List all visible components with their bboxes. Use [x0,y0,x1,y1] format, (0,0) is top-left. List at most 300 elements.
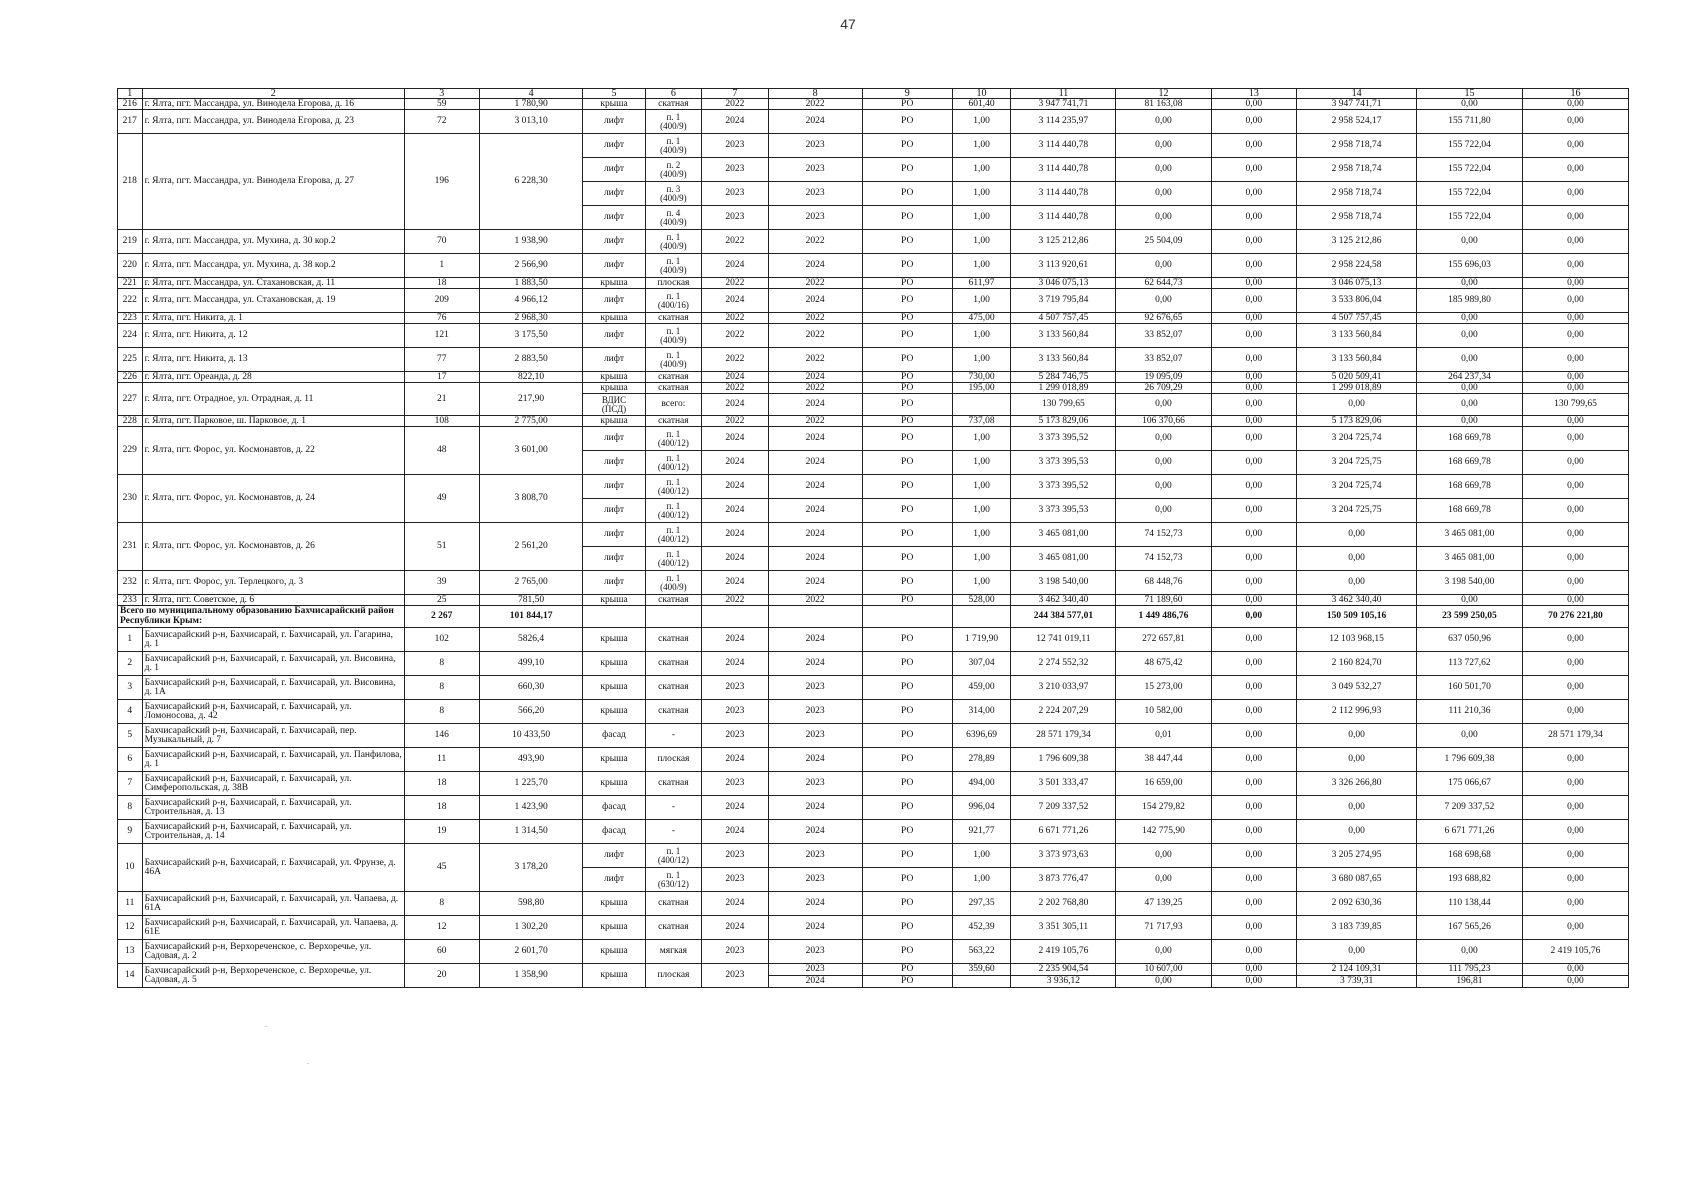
element-subtype: п. 1 (400/12) [645,844,702,868]
volume-value: 730,00 [952,372,1011,383]
total-cost: 6 671 771,26 [1011,820,1116,844]
federal-funds: 0,00 [1211,416,1297,427]
row-number: 223 [118,313,143,324]
year-actual: 2022 [768,278,862,289]
regional-funds: 1 796 609,38 [1417,748,1523,772]
unit-cost: 0,00 [1116,427,1211,451]
funding-source: РО [862,820,952,844]
municipality-total-row [118,606,1629,628]
funding-source: РО [862,892,952,916]
regional-funds: 185 989,80 [1417,289,1523,313]
element-type: лифт [583,547,645,571]
element-type: крыша [583,676,645,700]
funding-source: РО [862,772,952,796]
year-planned: 2024 [702,110,768,134]
element-type: лифт [583,571,645,595]
funding-source: РО [862,383,952,394]
volume-value: 195,00 [952,383,1011,394]
fund-funds: 0,00 [1297,523,1417,547]
other-funds: 0,00 [1522,916,1628,940]
unit-cost: 81 163,08 [1116,99,1211,110]
address: Бахчисарайский р-н, Бахчисарай, г. Бахчисарай, ул. Висовина, д. 1А [142,676,404,700]
year-planned: 2022 [702,324,768,348]
margin-mark: . [265,1020,268,1029]
fund-funds: 0,00 [1297,796,1417,820]
funding-source: РО [862,254,952,278]
total-cost: 3 947 741,71 [1011,99,1116,110]
volume-value: 563,22 [952,940,1011,964]
other-funds: 0,00 [1522,844,1628,868]
year-planned: 2023 [702,700,768,724]
total-cost: 3 198 540,00 [1011,571,1116,595]
apartments-count: 70 [404,230,479,254]
column-number: 3 [404,89,479,99]
federal-funds: 0,00 [1211,372,1297,383]
element-subtype: п. 1 (400/9) [645,254,702,278]
regional-funds: 111 795,23 [1417,964,1523,976]
year-actual: 2024 [768,499,862,523]
unit-cost: 154 279,82 [1116,796,1211,820]
apartments-count: 51 [404,523,479,571]
empty-cell [768,606,862,628]
element-type: крыша [583,652,645,676]
building-area: 2 775,00 [479,416,583,427]
address: г. Ялта, пгт. Массандра, ул. Мухина, д. 38 кор.2 [142,254,404,278]
other-funds: 0,00 [1522,964,1628,976]
table-row [118,892,1629,916]
fund-funds: 3 680 087,65 [1297,868,1417,892]
year-planned: 2024 [702,652,768,676]
year-planned: 2023 [702,844,768,868]
column-number: 6 [645,89,702,99]
year-planned: 2024 [702,394,768,416]
fund-funds: 4 507 757,45 [1297,313,1417,324]
table-row [118,134,1629,158]
empty-cell [583,606,645,628]
other-funds: 0,00 [1522,313,1628,324]
address: г. Ялта, пгт. Парковое, ш. Парковое, д. 1 [142,416,404,427]
row-number: 12 [118,916,143,940]
apartments-count: 76 [404,313,479,324]
element-type: лифт [583,324,645,348]
element-subtype: п. 1 (400/9) [645,230,702,254]
element-subtype: плоская [645,964,702,988]
total-label: Всего по муниципальному образованию Бахчисарайский район Республики Крым: [118,606,405,628]
element-type: крыша [583,892,645,916]
building-area: 660,30 [479,676,583,700]
unit-cost: 25 504,09 [1116,230,1211,254]
other-funds: 0,00 [1522,820,1628,844]
federal-funds: 0,00 [1211,523,1297,547]
other-funds: 0,00 [1522,278,1628,289]
year-planned: 2023 [702,206,768,230]
volume-value: 1,00 [952,230,1011,254]
apartments-count: 18 [404,796,479,820]
federal-funds: 0,00 [1211,547,1297,571]
address: г. Ялта, пгт. Массандра, ул. Стахановская, д. 19 [142,289,404,313]
total-cost: 3 114 440,78 [1011,158,1116,182]
other-funds: 0,00 [1522,748,1628,772]
building-area: 2 561,20 [479,523,583,571]
federal-funds: 0,00 [1211,324,1297,348]
element-type: лифт [583,844,645,868]
funding-source: РО [862,676,952,700]
element-subtype: п. 1 (400/9) [645,324,702,348]
funding-source: РО [862,499,952,523]
unit-cost: 47 139,25 [1116,892,1211,916]
volume-value [952,394,1011,416]
building-area: 5826,4 [479,628,583,652]
fund-funds: 5 173 829,06 [1297,416,1417,427]
year-actual: 2023 [768,772,862,796]
element-type: лифт [583,254,645,278]
year-actual: 2022 [768,313,862,324]
total-cost: 2 419 105,76 [1011,940,1116,964]
federal-funds: 0,00 [1211,976,1297,988]
address: Бахчисарайский р-н, Бахчисарай, г. Бахчисарай, ул. Чапаева, д. 61А [142,892,404,916]
volume-value: 1,00 [952,158,1011,182]
element-subtype: плоская [645,278,702,289]
table-body [118,89,1629,988]
total-unit-cost: 1 449 486,76 [1116,606,1211,628]
funding-source: РО [862,796,952,820]
column-number: 12 [1116,89,1211,99]
federal-funds: 0,00 [1211,158,1297,182]
volume-value: 1,00 [952,348,1011,372]
apartments-count: 21 [404,383,479,416]
year-actual: 2024 [768,254,862,278]
unit-cost: 74 152,73 [1116,523,1211,547]
volume-value: 1,00 [952,427,1011,451]
apartments-count: 19 [404,820,479,844]
federal-funds: 0,00 [1211,868,1297,892]
column-number: 1 [118,89,143,99]
fund-funds: 3 739,31 [1297,976,1417,988]
element-subtype: п. 1 (400/9) [645,134,702,158]
federal-funds: 0,00 [1211,254,1297,278]
unit-cost: 0,00 [1116,940,1211,964]
year-actual: 2024 [768,748,862,772]
row-number: 226 [118,372,143,383]
column-number: 4 [479,89,583,99]
row-number: 216 [118,99,143,110]
funding-source: РО [862,916,952,940]
total-area: 101 844,17 [479,606,583,628]
element-type: крыша [583,372,645,383]
federal-funds: 0,00 [1211,916,1297,940]
year-actual: 2024 [768,475,862,499]
total-cost: 5 284 746,75 [1011,372,1116,383]
table-row [118,313,1629,324]
address: Бахчисарайский р-н, Бахчисарай, г. Бахчисарай, ул. Фрунзе, д. 46А [142,844,404,892]
element-subtype: - [645,796,702,820]
apartments-count: 196 [404,134,479,230]
federal-funds: 0,00 [1211,844,1297,868]
fund-funds: 3 462 340,40 [1297,595,1417,606]
year-planned: 2023 [702,868,768,892]
row-number: 230 [118,475,143,523]
column-number: 11 [1011,89,1116,99]
total-cost: 3 501 333,47 [1011,772,1116,796]
year-planned: 2022 [702,595,768,606]
row-number: 5 [118,724,143,748]
other-funds: 0,00 [1522,416,1628,427]
fund-funds: 2 112 996,93 [1297,700,1417,724]
building-area: 1 938,90 [479,230,583,254]
year-planned: 2024 [702,451,768,475]
fund-funds: 3 046 075,13 [1297,278,1417,289]
building-area: 1 423,90 [479,796,583,820]
total-cost: 2 202 768,80 [1011,892,1116,916]
year-planned: 2024 [702,916,768,940]
total-cost: 3 373 395,52 [1011,475,1116,499]
volume-value [952,976,1011,988]
table-row [118,772,1629,796]
element-type: лифт [583,289,645,313]
total-cost: 4 507 757,45 [1011,313,1116,324]
regional-funds: 0,00 [1417,99,1523,110]
table-row [118,916,1629,940]
empty-cell [702,606,768,628]
other-funds: 2 419 105,76 [1522,940,1628,964]
funding-source: РО [862,313,952,324]
element-type: лифт [583,182,645,206]
funding-source: РО [862,324,952,348]
row-number: 232 [118,571,143,595]
element-type: лифт [583,206,645,230]
regional-funds: 168 669,78 [1417,499,1523,523]
unit-cost: 33 852,07 [1116,348,1211,372]
element-type: крыша [583,383,645,394]
building-area: 2 765,00 [479,571,583,595]
element-subtype: скатная [645,916,702,940]
element-subtype: скатная [645,892,702,916]
building-area: 3 601,00 [479,427,583,475]
volume-value: 1 719,90 [952,628,1011,652]
federal-funds: 0,00 [1211,820,1297,844]
volume-value: 494,00 [952,772,1011,796]
element-subtype: скатная [645,628,702,652]
address: г. Ялта, пгт. Никита, д. 1 [142,313,404,324]
year-planned: 2024 [702,289,768,313]
total-cost: 3 373 395,53 [1011,499,1116,523]
federal-funds: 0,00 [1211,940,1297,964]
column-number: 10 [952,89,1011,99]
year-actual: 2024 [768,427,862,451]
federal-funds: 0,00 [1211,748,1297,772]
unit-cost: 106 370,66 [1116,416,1211,427]
column-number-row [118,89,1629,99]
funding-source: РО [862,206,952,230]
apartments-count: 25 [404,595,479,606]
regional-funds: 155 722,04 [1417,206,1523,230]
building-area: 598,80 [479,892,583,916]
federal-funds: 0,00 [1211,676,1297,700]
unit-cost: 0,00 [1116,475,1211,499]
row-number: 11 [118,892,143,916]
funding-source: РО [862,289,952,313]
other-funds: 0,00 [1522,676,1628,700]
unit-cost: 71 189,60 [1116,595,1211,606]
building-area: 3 175,50 [479,324,583,348]
empty-cell [952,606,1011,628]
element-subtype: скатная [645,595,702,606]
address: г. Ялта, пгт. Массандра, ул. Винодела Егорова, д. 16 [142,99,404,110]
element-subtype: п. 1 (400/9) [645,571,702,595]
building-area: 566,20 [479,700,583,724]
table-row [118,427,1629,451]
address: Бахчисарайский р-н, Бахчисарай, г. Бахчисарай, ул. Чапаева, д. 61Е [142,916,404,940]
unit-cost: 0,00 [1116,976,1211,988]
address: Бахчисарайский р-н, Верхореченское, с. Верхоречье, ул. Садовая, д. 5 [142,964,404,988]
volume-value: 1,00 [952,134,1011,158]
unit-cost: 62 644,73 [1116,278,1211,289]
regional-funds: 0,00 [1417,324,1523,348]
volume-value: 611,97 [952,278,1011,289]
row-number: 1 [118,628,143,652]
total-cost: 5 173 829,06 [1011,416,1116,427]
element-type: крыша [583,916,645,940]
regional-funds: 168 669,78 [1417,451,1523,475]
volume-value: 1,00 [952,547,1011,571]
volume-value: 1,00 [952,324,1011,348]
element-type: крыша [583,748,645,772]
other-funds: 0,00 [1522,892,1628,916]
funding-source: РО [862,700,952,724]
building-area: 1 314,50 [479,820,583,844]
federal-funds: 0,00 [1211,724,1297,748]
other-funds: 0,00 [1522,110,1628,134]
fund-funds: 3 204 725,75 [1297,499,1417,523]
element-subtype: п. 1 (400/12) [645,427,702,451]
year-planned: 2022 [702,348,768,372]
year-actual: 2022 [768,324,862,348]
regional-funds: 155 711,80 [1417,110,1523,134]
other-funds: 0,00 [1522,99,1628,110]
other-funds: 0,00 [1522,652,1628,676]
address: Бахчисарайский р-н, Бахчисарай, г. Бахчисарай, пер. Музыкальный, д. 7 [142,724,404,748]
volume-value: 314,00 [952,700,1011,724]
unit-cost: 0,01 [1116,724,1211,748]
other-funds: 0,00 [1522,206,1628,230]
element-type: лифт [583,523,645,547]
apartments-count: 12 [404,916,479,940]
total-cost: 3 210 033,97 [1011,676,1116,700]
unit-cost: 0,00 [1116,206,1211,230]
unit-cost: 0,00 [1116,499,1211,523]
apartments-count: 8 [404,892,479,916]
row-number: 231 [118,523,143,571]
year-planned: 2024 [702,372,768,383]
fund-funds: 3 326 266,80 [1297,772,1417,796]
column-number: 16 [1522,89,1628,99]
federal-funds: 0,00 [1211,499,1297,523]
year-planned: 2023 [702,772,768,796]
element-type: крыша [583,940,645,964]
element-type: крыша [583,99,645,110]
element-subtype: - [645,820,702,844]
fund-funds: 3 204 725,74 [1297,475,1417,499]
federal-funds: 0,00 [1211,571,1297,595]
element-type: лифт [583,158,645,182]
regional-funds: 0,00 [1417,313,1523,324]
unit-cost: 33 852,07 [1116,324,1211,348]
row-number: 13 [118,940,143,964]
fund-funds: 2 958 718,74 [1297,158,1417,182]
funding-source: РО [862,964,952,976]
table-row [118,724,1629,748]
table-row [118,324,1629,348]
fund-funds: 0,00 [1297,394,1417,416]
federal-funds: 0,00 [1211,451,1297,475]
apartments-count: 48 [404,427,479,475]
row-number: 9 [118,820,143,844]
other-funds: 0,00 [1522,547,1628,571]
federal-funds: 0,00 [1211,595,1297,606]
other-funds: 0,00 [1522,700,1628,724]
other-funds: 0,00 [1522,134,1628,158]
address: Бахчисарайский р-н, Верхореченское, с. Верхоречье, ул. Садовая, д. 2 [142,940,404,964]
row-number: 224 [118,324,143,348]
apartments-count: 18 [404,278,479,289]
other-funds: 0,00 [1522,772,1628,796]
table-row [118,348,1629,372]
year-planned: 2024 [702,523,768,547]
building-area: 1 358,90 [479,964,583,988]
other-funds: 0,00 [1522,595,1628,606]
federal-funds: 0,00 [1211,348,1297,372]
building-area: 1 225,70 [479,772,583,796]
element-subtype: скатная [645,652,702,676]
address: г. Ялта, пгт. Массандра, ул. Винодела Егорова, д. 27 [142,134,404,230]
element-type: крыша [583,628,645,652]
other-funds: 130 799,65 [1522,394,1628,416]
address: Бахчисарайский р-н, Бахчисарай, г. Бахчисарай, ул. Строительная, д. 13 [142,796,404,820]
element-subtype: всего: [645,394,702,416]
total-cost: 3 113 920,61 [1011,254,1116,278]
year-planned: 2023 [702,134,768,158]
apartments-count: 1 [404,254,479,278]
funding-source: РО [862,99,952,110]
apartments-count: 8 [404,700,479,724]
funding-source: РО [862,372,952,383]
year-planned: 2024 [702,475,768,499]
other-funds: 0,00 [1522,427,1628,451]
total-cost: 130 799,65 [1011,394,1116,416]
year-actual: 2024 [768,820,862,844]
year-planned: 2023 [702,724,768,748]
fund-funds: 0,00 [1297,748,1417,772]
regional-funds: 111 210,36 [1417,700,1523,724]
address: г. Ялта, пгт. Массандра, ул. Винодела Егорова, д. 23 [142,110,404,134]
fund-funds: 2 958 718,74 [1297,206,1417,230]
apartments-count: 20 [404,964,479,988]
element-subtype: п. 4 (400/9) [645,206,702,230]
element-subtype: п. 3 (400/9) [645,182,702,206]
fund-funds: 2 160 824,70 [1297,652,1417,676]
element-subtype: п. 1 (400/12) [645,499,702,523]
regional-funds: 168 669,78 [1417,475,1523,499]
federal-funds: 0,00 [1211,278,1297,289]
regional-funds: 155 696,03 [1417,254,1523,278]
element-subtype: п. 1 (630/12) [645,868,702,892]
year-actual: 2024 [768,372,862,383]
year-actual: 2024 [768,571,862,595]
year-planned: 2023 [702,182,768,206]
funding-source: РО [862,748,952,772]
margin-mark: . [307,1057,310,1066]
year-actual: 2023 [768,134,862,158]
